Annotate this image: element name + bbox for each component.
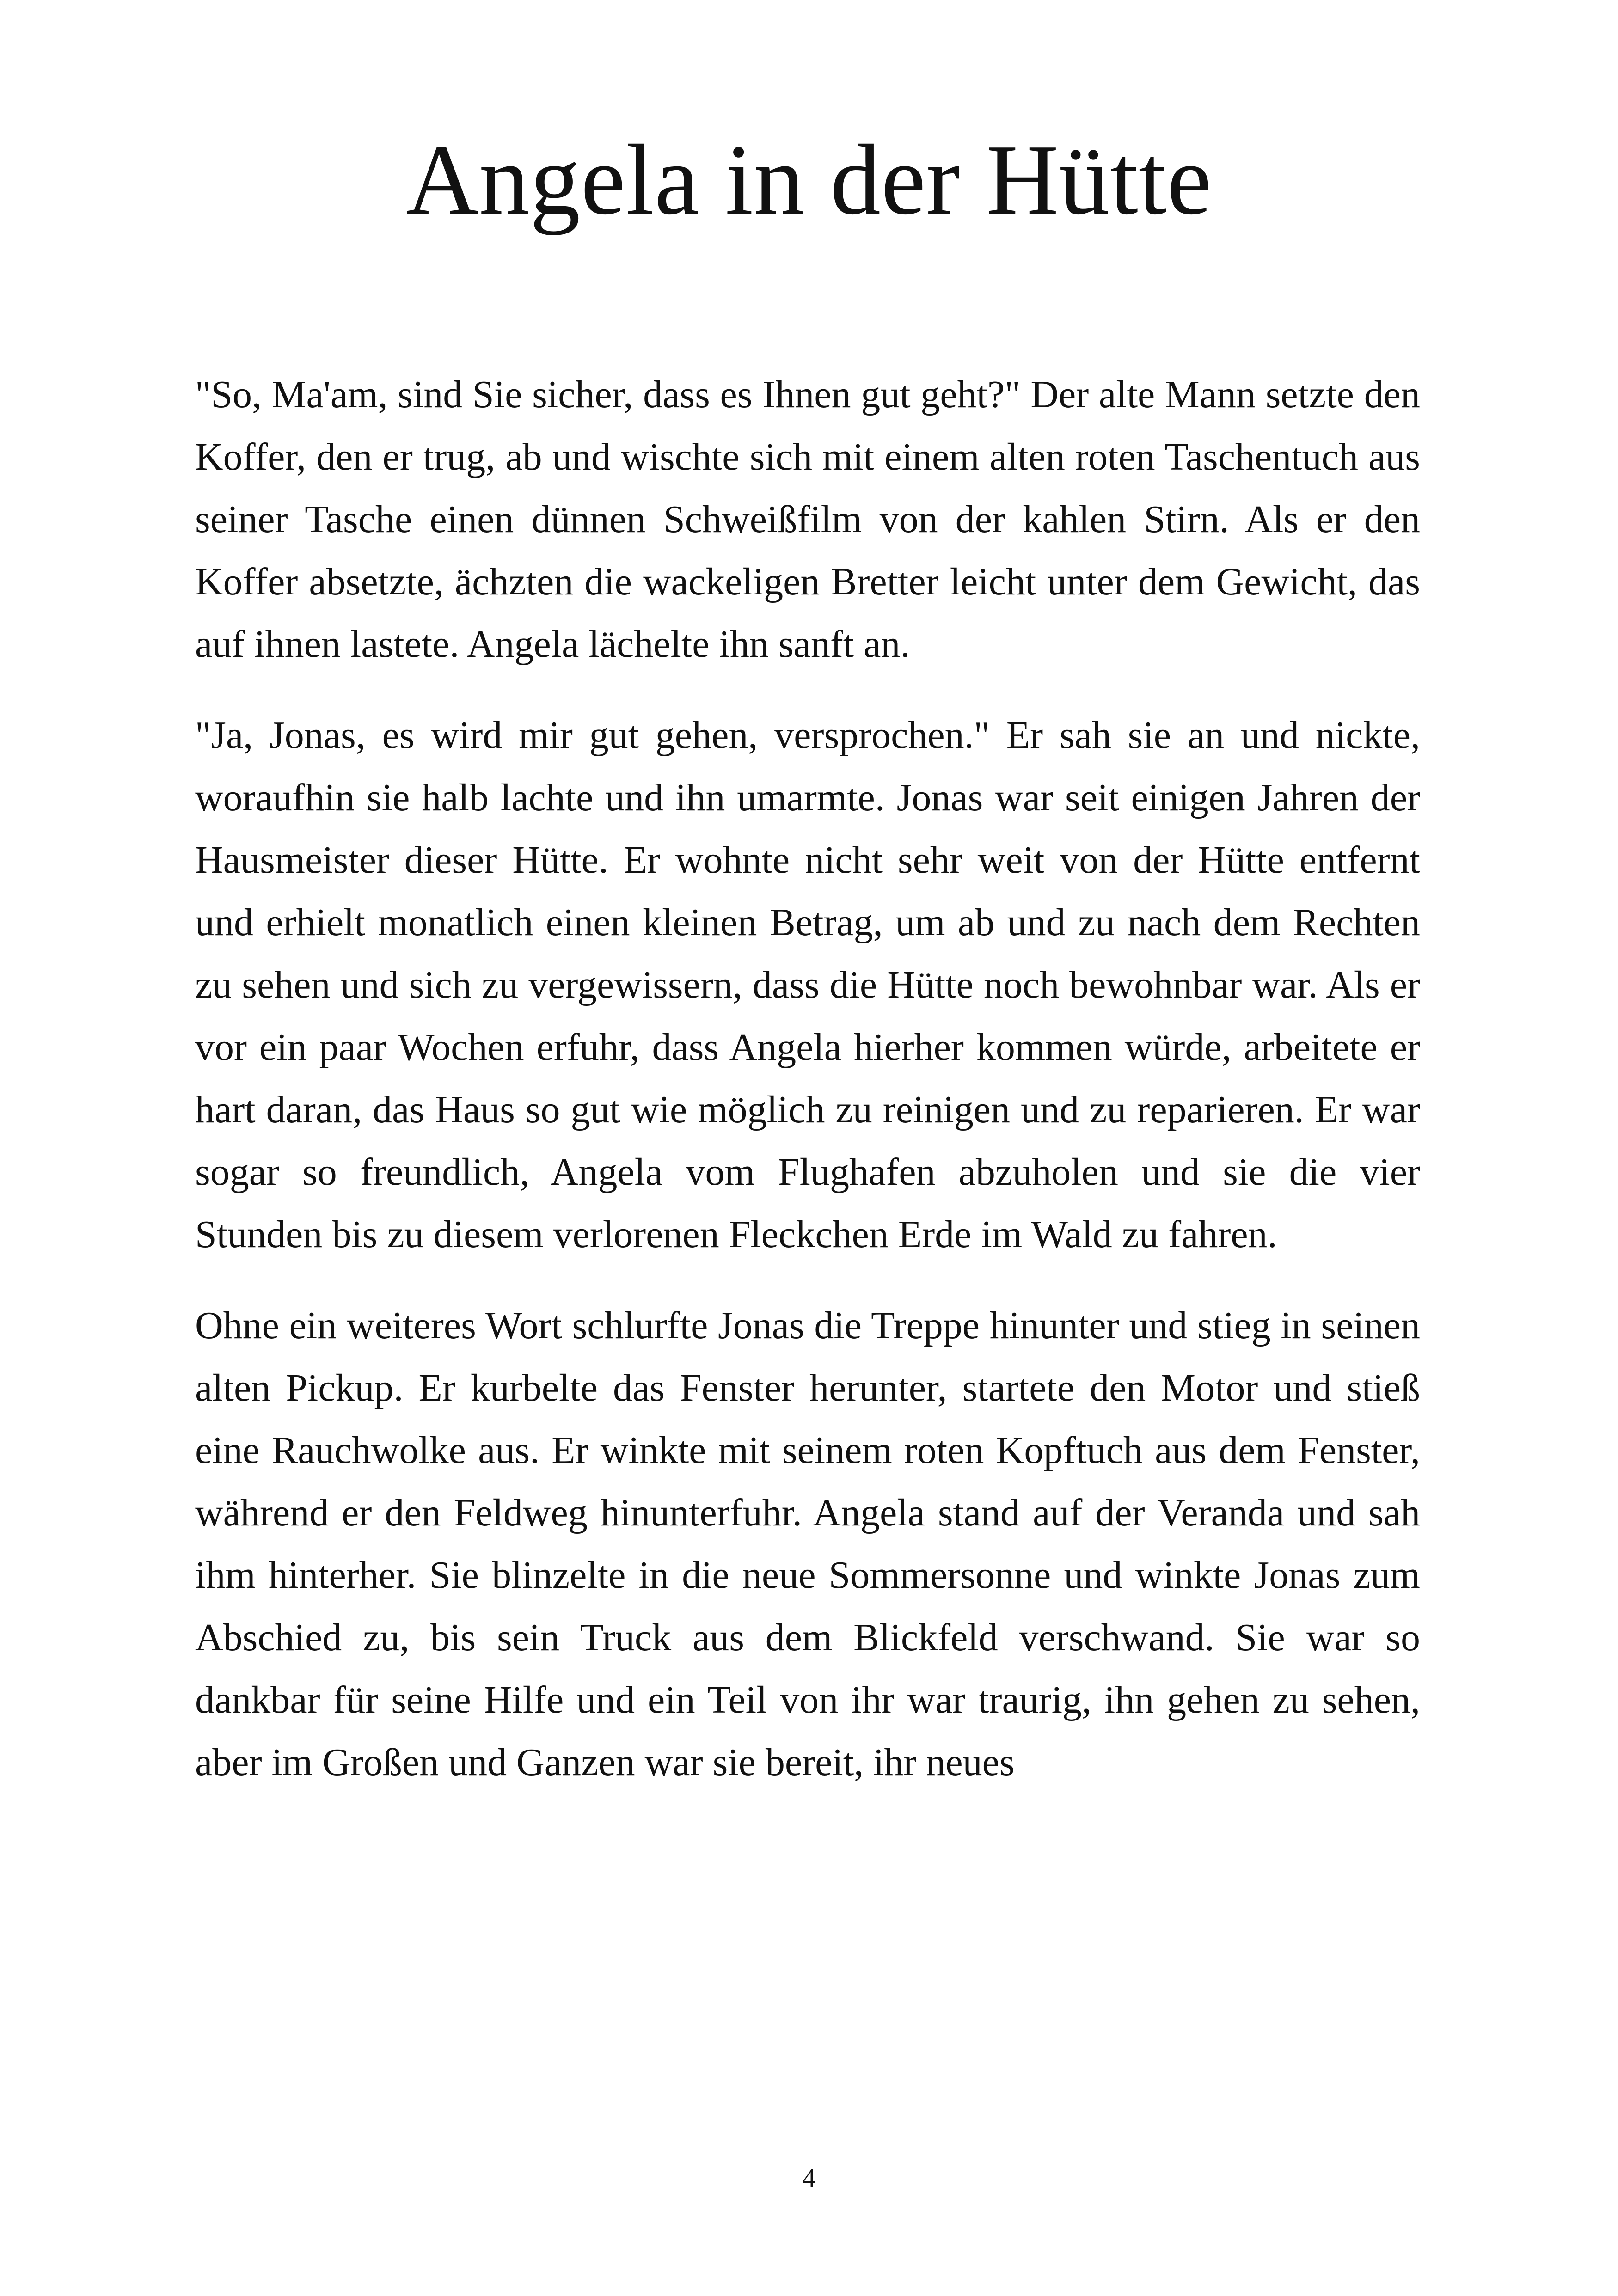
- paragraph-2: "Ja, Jonas, es wird mir gut gehen, versprochen." Er sah sie an und nickte, woraufhin sie halb lachte und ihn umarmte. Jonas war seit einigen Jahren der Hausmeister dieser Hütte. Er wohnte nicht sehr weit von der Hütte entfernt und erhielt monatlich einen kleinen Betrag, um ab und zu nach dem Rechten zu sehen und sich zu vergewissern, dass die Hütte noch bewohnbar war. Als er vor ein paar Wochen erfuhr, dass Angela hierher kommen würde, arbeitete er hart daran, das Haus so gut wie möglich zu reinigen und zu reparieren. Er war sogar so freundlich, Angela vom Flughafen abzuholen und sie die vier Stunden bis zu diesem verlorenen Fleckchen Erde im Wald zu fahren.: [195, 714, 1420, 1256]
- page-title: Angela in der Hütte: [405, 124, 1213, 236]
- page-number: 4: [802, 2163, 816, 2193]
- paragraph-3: Ohne ein weiteres Wort schlurfte Jonas die Treppe hinunter und stieg in seinen alten Pickup. Er kurbelte das Fenster herunter, startete den Motor und stieß eine Rauchwolke aus. Er winkte mit seinem roten Kopftuch aus dem Fenster, während er den Feldweg hinunterfuhr. Angela stand auf der Veranda und sah ihm hinterher. Sie blinzelte in die neue Sommersonne und winkte Jonas zum Abschied zu, bis sein Truck aus dem Blickfeld verschwand. Sie war so dankbar für seine Hilfe und ein Teil von ihr war traurig, ihn gehen zu sehen, aber im Großen und Ganzen war sie bereit, ihr neues: [195, 1304, 1420, 1784]
- body-text: [195, 363, 1420, 1822]
- paragraph-1: "So, Ma'am, sind Sie sicher, dass es Ihnen gut geht?" Der alte Mann setzte den Koffer, den er trug, ab und wischte sich mit einem alten roten Taschentuch aus seiner Tasche einen dünnen Schweißfilm von der kahlen Stirn. Als er den Koffer absetzte, ächzten die wackeligen Bretter leicht unter dem Gewicht, das auf ihnen lastete. Angela lächelte ihn sanft an.: [195, 373, 1420, 666]
